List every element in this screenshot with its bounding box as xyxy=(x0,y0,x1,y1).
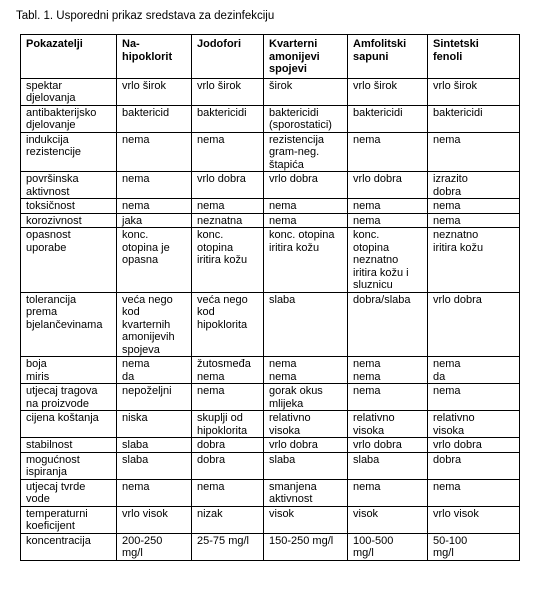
table-cell xyxy=(348,357,428,384)
table-cell xyxy=(348,411,428,438)
table-row xyxy=(21,172,520,199)
table-cell xyxy=(264,132,348,172)
table-cell xyxy=(264,292,348,357)
row-label: spektar djelovanja xyxy=(26,79,76,104)
cell-value: nema da xyxy=(433,358,461,383)
cell-value: nema xyxy=(122,480,150,493)
cell-value: nema xyxy=(433,200,461,212)
table-cell xyxy=(192,213,264,228)
cell-value: žutosmeđa nema xyxy=(197,358,251,383)
row-label-cell xyxy=(21,533,117,560)
table-cell xyxy=(428,479,520,506)
table-cell xyxy=(117,292,192,357)
cell-value: dobra/slaba xyxy=(353,293,411,306)
row-label-cell xyxy=(21,506,117,533)
table-cell xyxy=(348,78,428,105)
header-cell: Pokazatelji xyxy=(21,35,117,79)
table-cell xyxy=(264,438,348,453)
table-cell xyxy=(117,357,192,384)
table-cell xyxy=(192,105,264,132)
table-row xyxy=(21,292,520,357)
table-row xyxy=(21,213,520,228)
table-cell xyxy=(192,438,264,453)
cell-value: vrlo širok xyxy=(433,79,478,92)
table-cell xyxy=(348,533,428,560)
table-cell xyxy=(428,199,520,214)
row-label-cell xyxy=(21,292,117,357)
table-row xyxy=(21,411,520,438)
cell-value: skuplji od hipoklorita xyxy=(197,412,248,437)
row-label-cell xyxy=(21,357,117,384)
table-row xyxy=(21,384,520,411)
cell-value: vrlo dobra xyxy=(269,173,318,185)
row-label-cell xyxy=(21,213,117,228)
cell-value: jaka xyxy=(122,214,143,227)
cell-value: relativno visoka xyxy=(353,412,395,437)
cell-value: nema xyxy=(269,200,297,212)
table-row xyxy=(21,506,520,533)
cell-value: širok xyxy=(269,79,293,92)
table-cell xyxy=(117,199,192,214)
row-label: mogućnost ispiranja xyxy=(26,453,80,478)
table-cell xyxy=(264,78,348,105)
row-label: boja miris xyxy=(26,358,50,383)
cell-value: konc. otopina iritira kožu xyxy=(197,229,248,266)
table-row xyxy=(21,479,520,506)
table-cell xyxy=(264,172,348,199)
header-cell: Na- hipoklorit xyxy=(117,35,192,79)
table-cell xyxy=(192,506,264,533)
cell-value: nema da xyxy=(122,358,150,383)
table-cell xyxy=(428,506,520,533)
cell-value: nema xyxy=(122,200,150,212)
table-cell xyxy=(192,78,264,105)
row-label-cell xyxy=(21,438,117,453)
row-label-cell xyxy=(21,172,117,199)
table-cell xyxy=(117,172,192,199)
table-cell xyxy=(348,172,428,199)
cell-value: nema xyxy=(353,133,381,146)
row-label: temperaturni koeficijent xyxy=(26,507,88,532)
cell-value: baktericidi xyxy=(433,106,483,119)
table-cell xyxy=(117,533,192,560)
table-cell xyxy=(192,479,264,506)
cell-value: dobra xyxy=(433,453,462,466)
table-cell xyxy=(428,438,520,453)
table-cell xyxy=(428,105,520,132)
cell-value: baktericidi xyxy=(197,106,247,119)
table-header-row xyxy=(21,35,520,79)
table-cell xyxy=(192,172,264,199)
table-cell xyxy=(117,506,192,533)
cell-value: nizak xyxy=(197,507,223,520)
cell-value: vrlo dobra xyxy=(197,173,246,185)
row-label-cell xyxy=(21,78,117,105)
table-cell xyxy=(428,132,520,172)
row-label: koncentracija xyxy=(26,534,91,547)
table-row xyxy=(21,132,520,172)
cell-value: konc. otopina je opasna xyxy=(122,229,170,266)
cell-value: nepoželjni xyxy=(122,385,172,397)
row-label-cell xyxy=(21,105,117,132)
table-caption: Tabl. 1. Usporedni prikaz sredstava za dezinfekciju xyxy=(16,10,275,22)
cell-value: nema xyxy=(353,480,381,493)
table-row xyxy=(21,105,520,132)
table-cell xyxy=(117,105,192,132)
cell-value: veća nego kod hipoklorita xyxy=(197,293,248,331)
cell-value: vrlo dobra xyxy=(269,439,318,451)
row-label: površinska aktivnost xyxy=(26,173,79,198)
table-row xyxy=(21,438,520,453)
header-cell: Jodofori xyxy=(192,35,264,79)
cell-value: nema xyxy=(353,200,381,212)
table-row xyxy=(21,452,520,479)
cell-value: vrlo visok xyxy=(433,507,479,520)
cell-value: vrlo dobra xyxy=(433,439,482,451)
cell-value: nema xyxy=(433,480,461,493)
table-cell xyxy=(348,452,428,479)
table-cell xyxy=(348,438,428,453)
table-cell xyxy=(117,438,192,453)
cell-value: izrazito dobra xyxy=(433,173,468,198)
table-cell xyxy=(348,292,428,357)
cell-value: baktericidi xyxy=(353,106,403,119)
cell-value: nema xyxy=(353,385,381,397)
table-cell xyxy=(428,384,520,411)
cell-value: nema xyxy=(197,385,225,397)
cell-value: nema xyxy=(122,173,150,185)
table-cell xyxy=(192,452,264,479)
row-label: opasnost uporabe xyxy=(26,229,71,254)
cell-value: vrlo visok xyxy=(122,507,168,520)
table-cell xyxy=(117,452,192,479)
table-cell xyxy=(264,479,348,506)
cell-value: nema nema xyxy=(353,358,381,383)
table-cell xyxy=(264,105,348,132)
cell-value: baktericidi (sporostatici) xyxy=(269,106,332,131)
row-label-cell xyxy=(21,132,117,172)
cell-value: slaba xyxy=(122,439,149,451)
table-cell xyxy=(264,228,348,293)
table-cell xyxy=(264,533,348,560)
table-row xyxy=(21,357,520,384)
cell-value: smanjena aktivnost xyxy=(269,480,317,505)
row-label-cell xyxy=(21,228,117,293)
cell-value: slaba xyxy=(269,293,296,306)
row-label-cell xyxy=(21,199,117,214)
table-cell xyxy=(117,411,192,438)
row-label-cell xyxy=(21,384,117,411)
table-cell xyxy=(192,411,264,438)
cell-value: relativno visoka xyxy=(269,412,311,437)
table-cell xyxy=(192,228,264,293)
cell-value: neznatno iritira kožu xyxy=(433,229,484,254)
table-cell xyxy=(348,479,428,506)
row-label: utjecaj tragova na proizvode xyxy=(26,385,98,410)
cell-value: niska xyxy=(122,412,148,424)
table-cell xyxy=(192,384,264,411)
cell-value: rezistencija gram-neg. štapića xyxy=(269,133,325,171)
row-label: antibakterijsko djelovanje xyxy=(26,106,97,131)
cell-value: neznatna xyxy=(197,214,243,227)
row-label-cell xyxy=(21,479,117,506)
row-label: stabilnost xyxy=(26,439,73,451)
row-label: toksičnost xyxy=(26,200,75,212)
cell-value: vrlo dobra xyxy=(353,439,402,451)
header-cell: Kvarterni amonijevi spojevi xyxy=(264,35,348,79)
cell-value: vrlo širok xyxy=(353,79,398,92)
cell-value: visok xyxy=(353,507,379,520)
table-cell xyxy=(264,357,348,384)
cell-value: relativno visoka xyxy=(433,412,475,437)
table-cell xyxy=(428,452,520,479)
cell-value: dobra xyxy=(197,439,226,451)
table-cell xyxy=(428,228,520,293)
cell-value: slaba xyxy=(269,453,296,466)
table-cell xyxy=(428,172,520,199)
row-label: cijena koštanja xyxy=(26,412,99,424)
row-label-cell xyxy=(21,452,117,479)
cell-value: slaba xyxy=(122,453,149,466)
table-cell xyxy=(428,78,520,105)
table-cell xyxy=(117,213,192,228)
table-row xyxy=(21,228,520,293)
table-cell xyxy=(348,105,428,132)
cell-value: slaba xyxy=(353,453,380,466)
cell-value: 50-100 mg/l xyxy=(433,534,468,559)
cell-value: nema nema xyxy=(269,358,297,383)
table-cell xyxy=(264,384,348,411)
table-cell xyxy=(348,213,428,228)
cell-value: 25-75 mg/l xyxy=(197,534,249,547)
cell-value: nema xyxy=(197,200,225,212)
cell-value: gorak okus mlijeka xyxy=(269,385,323,410)
table-cell xyxy=(348,228,428,293)
cell-value: baktericid xyxy=(122,106,170,119)
cell-value: nema xyxy=(433,214,461,227)
table-cell xyxy=(192,292,264,357)
table-row xyxy=(21,78,520,105)
cell-value: visok xyxy=(269,507,295,520)
table-row xyxy=(21,533,520,560)
table-cell xyxy=(428,292,520,357)
cell-value: vrlo dobra xyxy=(433,293,482,306)
table-cell xyxy=(264,199,348,214)
cell-value: nema xyxy=(197,480,225,493)
cell-value: veća nego kod kvarternih amonijevih spojeva xyxy=(122,293,175,356)
table-cell xyxy=(117,479,192,506)
cell-value: konc. otopina iritira kožu xyxy=(269,229,335,254)
table-cell xyxy=(428,357,520,384)
cell-value: nema xyxy=(433,133,461,146)
cell-value: 200-250 mg/l xyxy=(122,534,163,559)
table-cell xyxy=(348,199,428,214)
cell-value: 100-500 mg/l xyxy=(353,534,394,559)
table-cell xyxy=(117,132,192,172)
table-cell xyxy=(348,506,428,533)
row-label: tolerancija prema bjelančevinama xyxy=(26,293,103,331)
row-label: indukcija rezistencije xyxy=(26,133,82,158)
table-cell xyxy=(192,199,264,214)
table-cell xyxy=(428,213,520,228)
table-cell xyxy=(192,132,264,172)
cell-value: vrlo širok xyxy=(197,79,242,92)
table-cell xyxy=(348,132,428,172)
table-cell xyxy=(264,452,348,479)
table-cell xyxy=(428,411,520,438)
table-cell xyxy=(117,78,192,105)
header-cell: Sintetski fenoli xyxy=(428,35,520,79)
cell-value: dobra xyxy=(197,453,226,466)
table-cell xyxy=(192,357,264,384)
cell-value: nema xyxy=(353,214,381,227)
cell-value: 150-250 mg/l xyxy=(269,534,334,547)
cell-value: vrlo dobra xyxy=(353,173,402,185)
table-cell xyxy=(264,213,348,228)
cell-value: konc. otopina neznatno iritira kožu i sluznicu xyxy=(353,229,409,291)
table-cell xyxy=(264,411,348,438)
cell-value: nema xyxy=(122,133,150,146)
row-label: utjecaj tvrde vode xyxy=(26,480,86,505)
cell-value: nema xyxy=(269,214,297,227)
header-cell: Amfolitski sapuni xyxy=(348,35,428,79)
table-cell xyxy=(192,533,264,560)
table-cell xyxy=(117,384,192,411)
row-label: korozivnost xyxy=(26,214,82,227)
table-cell xyxy=(264,506,348,533)
cell-value: vrlo širok xyxy=(122,79,167,92)
cell-value: nema xyxy=(433,385,461,397)
cell-value: nema xyxy=(197,133,225,146)
table-cell xyxy=(348,384,428,411)
table-cell xyxy=(117,228,192,293)
table-row xyxy=(21,199,520,214)
row-label-cell xyxy=(21,411,117,438)
disinfectant-comparison-table xyxy=(20,34,520,561)
table-cell xyxy=(428,533,520,560)
